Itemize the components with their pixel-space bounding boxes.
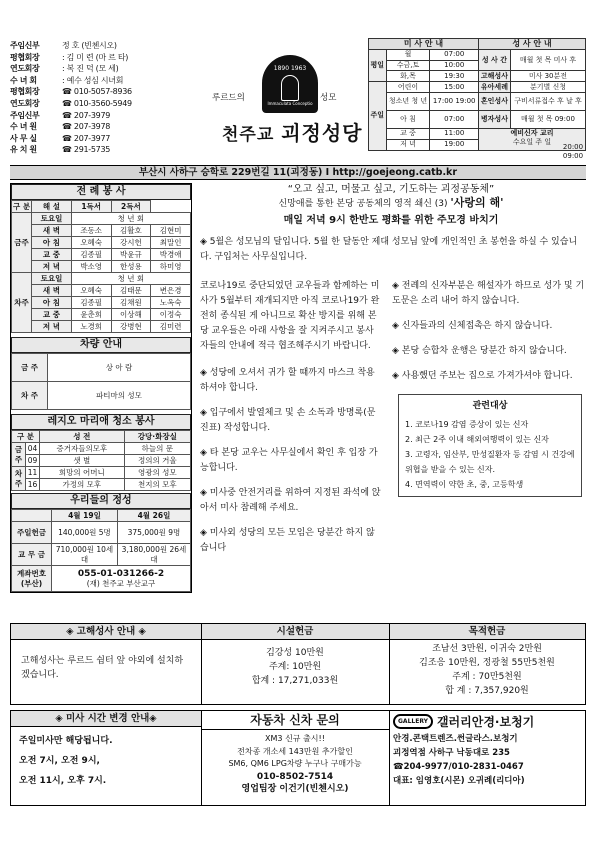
- week-label: 금주: [12, 443, 26, 467]
- praesidium-name: 가정의 모후: [40, 479, 125, 491]
- mass-change-list: [11, 727, 201, 795]
- mass-time: 17:00 19:00: [430, 92, 478, 110]
- account-cell: [52, 566, 191, 592]
- staff-row: [10, 52, 180, 64]
- praesidium-no: 11: [26, 467, 40, 479]
- staff-value: : 예수 성심 시녀회: [62, 75, 124, 85]
- mass-time: 11:00: [430, 128, 478, 139]
- theme-year: '사랑의 해': [450, 196, 504, 209]
- mass-day: 화,목: [386, 71, 430, 82]
- server-name: 김채원: [111, 297, 151, 309]
- server-name: 하미영: [151, 261, 191, 273]
- offering-row-label: 교 무 금: [12, 544, 52, 566]
- week-label: 차주: [12, 273, 32, 333]
- staff-row: [10, 40, 180, 52]
- service-time: 새 벽: [32, 285, 72, 297]
- catechism-days: 수요일 주 일: [512, 137, 552, 146]
- target-box: [398, 394, 582, 497]
- car-week-label: 금 주: [12, 354, 48, 382]
- car-ad: [201, 711, 389, 805]
- mass-time: 07:00: [430, 49, 478, 60]
- opt_lines-line: ☎204-9977/010-2831-0467: [393, 762, 524, 772]
- optical-lines: [393, 732, 581, 788]
- server-name: 박경애: [151, 249, 191, 261]
- mass-change-header: ◈ 미사 시간 변경 안내◈: [11, 711, 201, 727]
- server-name: 강시헌: [111, 237, 151, 249]
- sacrament-name: 병자성사: [478, 110, 510, 128]
- server-name: 김미련: [151, 321, 191, 333]
- logo-years: 1890 1963: [273, 65, 307, 72]
- week-label: 금주: [12, 213, 32, 273]
- theme: [196, 196, 586, 211]
- account-label: 계좌번호 (부산): [12, 566, 52, 592]
- server-name: 노옥숙: [151, 297, 191, 309]
- covid-right-list: [392, 279, 586, 384]
- offering-value: 3,180,000원 26세대: [117, 544, 190, 566]
- praesidium-name: 정의의 거울: [124, 455, 190, 467]
- service-time: 아 침: [32, 237, 72, 249]
- weekday-label: 평일: [369, 49, 387, 81]
- parish-prefix: 천주교: [222, 125, 275, 145]
- server-name: 김종필: [71, 249, 111, 261]
- offering-value: 140,000원 5명: [52, 522, 118, 544]
- mass-time: 10:00: [430, 60, 478, 71]
- mass-day: 어린이: [386, 82, 430, 93]
- optical-name: 갤러리안경·보청기: [436, 715, 535, 729]
- address-bar: 부산시 사하구 승학로 229번길 11(괴정동) I http://goejeong.catb.kr: [10, 165, 586, 180]
- server-name: 강병현: [111, 321, 151, 333]
- mass-day: 아 침: [386, 110, 430, 128]
- covid-rule: ◈ 타 본당 교우는 사무실에서 확인 후 입장 가능합니다.: [200, 448, 378, 473]
- staff-role: 수 녀 회: [10, 75, 37, 85]
- opt_lines-line: 안경.콘택트렌즈.썬글라스.보청기: [393, 734, 518, 744]
- staff-role: 주임신부: [10, 41, 40, 50]
- car-ad-title: 자동차 신차 문의: [201, 711, 389, 730]
- staff-value: 정 호 (빈첸시오): [62, 41, 117, 50]
- parish-title: 괴정성당: [281, 121, 363, 145]
- service-time: 저 녁: [32, 261, 72, 273]
- staff-row: [10, 86, 180, 98]
- mary-statue-icon: [281, 75, 299, 101]
- liturgy-head: 2독서: [111, 201, 151, 213]
- seongmo-label: 성모: [320, 93, 337, 103]
- catechism-label: 예비신자 교리: [510, 128, 554, 137]
- saturday-value: 청 년 회: [71, 273, 190, 285]
- staff-list: [10, 40, 180, 156]
- praesidium-name: 증거자들의모후: [40, 443, 125, 455]
- server-name: 김종필: [71, 297, 111, 309]
- offering-section: [10, 623, 586, 705]
- car-table: [11, 353, 191, 410]
- masschange-line: 주일미사만 해당됩니다.: [19, 736, 113, 746]
- motto: “오고 싶고, 머물고 싶고, 기도하는 괴정공동체”: [287, 184, 495, 195]
- server-name: 김활호: [111, 225, 151, 237]
- masschange-line: 오전 7시, 오전 9시,: [19, 756, 100, 766]
- service-time: 교 중: [32, 309, 72, 321]
- staff-role: 평협회장: [10, 87, 40, 97]
- liturgy-head: 구 분: [13, 201, 31, 211]
- staff-role: 수 녀 원: [10, 122, 37, 132]
- car_lines-line: SM6, QM6 LPG차량 누구나 구매가능: [228, 759, 362, 768]
- server-name: 박윤규: [111, 249, 151, 261]
- account-holder: (재) 천주교 부산교구: [86, 578, 156, 588]
- may-notice: ◈ 5월은 성모님의 달입니다. 5월 한 달동안 제대 성모님 앞에 개인적인 초 봉헌을 하실 수 있습니다. 구입처는 사무실입니다.: [200, 237, 578, 262]
- purpose-line: 김조응 10만원, 정광철 55만5천원: [419, 658, 555, 668]
- car_lines-line: 영업팀장 이건기(빈첸시오): [241, 784, 349, 794]
- server-name: 노경희: [71, 321, 111, 333]
- staff-role: 주임신부: [10, 110, 40, 120]
- staff-role: 사 무 실: [10, 133, 37, 143]
- sacrament-value: 매월 첫 목 09:00: [510, 110, 585, 128]
- account-number: 055-01-031266-2: [77, 568, 165, 579]
- legio-table: [11, 430, 191, 491]
- praesidium-no: 16: [26, 479, 40, 491]
- purpose-header: 목적헌금: [389, 624, 585, 640]
- server-name: 김현미: [151, 225, 191, 237]
- praesidium-no: 09: [26, 455, 40, 467]
- sacrament-value: 미사 30분전: [510, 71, 585, 82]
- lourdes-label: 루르드의: [212, 93, 245, 103]
- confession-header: ◈ 고해성사 안내 ◈: [11, 624, 201, 640]
- target-item: 3. 고령자, 임산부, 만성질환자 등 감염 시 건강에 위협을 받을 수 있는 신자.: [405, 450, 575, 474]
- mass-change: [11, 711, 201, 805]
- car_lines-line: 전차종 개소세 143만원 추가할인: [237, 746, 353, 756]
- staff-value: ☎ 207-3977: [62, 133, 111, 143]
- service-time: 교 중: [32, 249, 72, 261]
- mass-day: 교 중: [386, 128, 430, 139]
- staff-role: 연도회장: [10, 98, 40, 108]
- covid-rule: ◈ 미사외 성당의 모든 모임은 당분간 하지 않습니다: [200, 528, 375, 553]
- car_lines-line: 010-8502-7514: [256, 771, 334, 782]
- sacrament-header: 성 사 안 내: [478, 39, 585, 50]
- mass-day: 수금,토: [386, 60, 430, 71]
- mass-day: 월: [386, 49, 430, 60]
- sacrament-value: 매월 첫 목 미사 후: [510, 49, 585, 71]
- covid-right: [386, 279, 586, 566]
- staff-role: 유 치 원: [10, 145, 37, 155]
- logo-text: Immaculata Conceptio: [267, 101, 313, 106]
- offering-date-2: 4월 26일: [117, 510, 190, 522]
- car-ad-lines: [201, 730, 389, 796]
- legio-head: 강당·화장실: [124, 431, 190, 443]
- legio-head: 구 분: [12, 431, 40, 443]
- purpose-line: 합 계 : 7,357,920원: [445, 686, 529, 696]
- masschange-line: 오전 11시, 오후 7시.: [19, 776, 107, 786]
- praesidium-no: 04: [26, 443, 40, 455]
- covid-rule: 코로나19로 중단되었던 교우들과 함께하는 미사가 5월부터 재개되지만 아직 코로나19가 완전히 종식된 게 아니므로 확산 방지를 위해 본당 교우들은 아래 사항을 잘 지켜주시고 봉사자들의 안내에 적극 협조해주시기 바랍니다.: [200, 281, 380, 351]
- staff-row: [10, 121, 180, 133]
- liturgy-head: 1독서: [71, 201, 111, 213]
- target-item: 1. 코로나19 감염 증상이 있는 신자: [405, 420, 529, 429]
- gallery-logo: GALLERY: [393, 714, 433, 729]
- server-name: 윤춘희: [71, 309, 111, 321]
- ads-section: [10, 710, 586, 806]
- facility-line: 주계: 10만원: [268, 662, 322, 672]
- confession-text: 고해성사는 루르드 쉼터 앞 야외에 설치하겠습니다.: [21, 656, 184, 680]
- mass-day: 저 녁: [386, 139, 430, 150]
- staff-role: 연도회장: [10, 64, 40, 74]
- offering-title: 우리들의 정성: [11, 493, 191, 509]
- liturgy-head: 해 설: [32, 201, 72, 213]
- center-column: [196, 183, 586, 566]
- covid-rule: ◈ 전례의 신자부분은 해설자가 하므로 성가 및 기도문은 소리 내어 하지 않습니다.: [392, 281, 585, 306]
- purpose-list: [389, 640, 585, 698]
- car-week-value: 상 아 람: [48, 354, 191, 382]
- server-name: 김태문: [111, 285, 151, 297]
- staff-value: ☎ 207-3979: [62, 110, 111, 120]
- car-title: 차량 안내: [11, 337, 191, 353]
- target-item: 4. 면역력이 약한 초, 중, 고등학생: [405, 480, 524, 489]
- offering-row-label: 주일헌금: [12, 522, 52, 544]
- server-name: 오혜숙: [71, 237, 111, 249]
- opt_lines-line: 대표: 임영호(시몬) 오귀례(리디아): [393, 776, 525, 786]
- opt_lines-line: 괴정역점 사하구 낙동대로 235: [393, 748, 510, 758]
- staff-value: : 김 미 련 (마 르 타): [62, 52, 129, 62]
- covid-rule: ◈ 신자들과의 신체접촉은 하지 않습니다.: [392, 321, 553, 331]
- sacrament-name: 성 사 간: [478, 49, 510, 71]
- mass-table: [368, 38, 586, 151]
- saturday-label: 토요일: [32, 213, 72, 225]
- sacrament-name: 혼인성사: [478, 92, 510, 110]
- catechism-times: 20:00 09:00: [562, 143, 584, 160]
- praesidium-name: 샛 별: [40, 455, 125, 467]
- sacrament-name: 고해성사: [478, 71, 510, 82]
- covid-left: [196, 279, 386, 566]
- sunday-label: 주일: [369, 82, 387, 150]
- left-column: [10, 183, 192, 593]
- server-name: 오혜숙: [71, 285, 111, 297]
- staff-row: [10, 75, 180, 87]
- covid-rule: ◈ 본당 승합차 운행은 당분간 하지 않습니다.: [392, 346, 567, 356]
- staff-value: ☎ 010-5057-8936: [62, 87, 132, 97]
- staff-value: ☎ 010-3560-5949: [62, 98, 132, 108]
- mass-time: 19:30: [430, 71, 478, 82]
- server-name: 한성용: [111, 261, 151, 273]
- facility-list: [201, 640, 389, 698]
- saturday-value: 청 년 회: [71, 213, 190, 225]
- liturgy-table: [11, 200, 191, 333]
- covid-rule: ◈ 성당에 오셔서 귀가 할 때까지 마스크 착용하셔야 합니다.: [200, 368, 375, 393]
- mass-time: 19:00: [430, 139, 478, 150]
- mass-time: 15:00: [430, 82, 478, 93]
- staff-row: [10, 63, 180, 75]
- car-next-value: 파티마의 성모: [48, 382, 191, 410]
- server-name: 최말인: [151, 237, 191, 249]
- service-time: 새 벽: [32, 225, 72, 237]
- mass-time: 07:00: [430, 110, 478, 128]
- staff-value: ☎ 207-3978: [62, 122, 111, 132]
- sacrament-value: 분기별 신청: [510, 82, 585, 93]
- service-time: 저 녁: [32, 321, 72, 333]
- car-next-label: 차 주: [12, 382, 48, 410]
- covid-rule: ◈ 입구에서 발열체크 및 손 소독과 방명록(문진표) 작성합니다.: [200, 408, 376, 433]
- staff-row: [10, 110, 180, 122]
- legio-head: 성 전: [40, 431, 125, 443]
- purpose-line: 주계 : 70만5천원: [452, 672, 522, 682]
- server-name: 조동소: [71, 225, 111, 237]
- praesidium-name: 희망의 어머니: [40, 467, 125, 479]
- offering-value: 710,000원 10세대: [52, 544, 118, 566]
- mass-day: 청소년 청 년: [386, 92, 430, 110]
- facility-line: 합계 : 17,271,033원: [251, 676, 339, 686]
- server-name: 이상해: [111, 309, 151, 321]
- theme-text: 신망애를 통한 본당 공동체의 영적 쇄신 (3): [278, 199, 448, 209]
- staff-row: [10, 133, 180, 145]
- target-title: 관련대상: [472, 401, 508, 411]
- liturgy-title: 전 례 봉 사: [11, 184, 191, 200]
- praesidium-name: 하늘의 문: [124, 443, 190, 455]
- week-label: 차주: [12, 467, 26, 491]
- staff-row: [10, 98, 180, 110]
- server-name: 변은경: [151, 285, 191, 297]
- target-list: [405, 417, 575, 492]
- praesidium-name: 영광의 성모: [124, 467, 190, 479]
- staff-value: ☎ 291-5735: [62, 145, 111, 155]
- target-item: 2. 최근 2주 이내 해외여행력이 있는 신자: [405, 435, 549, 444]
- sacrament-name: 유아세례: [478, 82, 510, 93]
- sacrament-value: 구비서류접수 후 날 후: [510, 92, 585, 110]
- covid-rule: ◈ 사용했던 주보는 집으로 가져가셔야 합니다.: [392, 371, 573, 381]
- server-name: 이정숙: [151, 309, 191, 321]
- car_lines-line: XM3 신규 출시!!: [265, 734, 325, 743]
- staff-value: : 복 진 덕 (모 세): [62, 64, 119, 74]
- facility-line: 김강성 10만원: [266, 648, 324, 658]
- server-name: 박소영: [71, 261, 111, 273]
- offering-date-1: 4월 19일: [52, 510, 118, 522]
- offering-value: 375,000원 9명: [117, 522, 190, 544]
- legio-title: 레지오 마리애 청소 봉사: [11, 414, 191, 430]
- covid-rule: ◈ 미사중 안전거리를 위하여 지정된 좌석에 앉아서 미사 참례해 주세요.: [200, 488, 381, 513]
- facility-header: 시설헌금: [201, 624, 389, 640]
- service-time: 아 침: [32, 297, 72, 309]
- staff-row: [10, 144, 180, 156]
- offering-blank: [12, 510, 52, 522]
- optical-ad: [389, 711, 585, 805]
- church-logo: [262, 55, 318, 113]
- prayer-notice: 매일 저녁 9시 한반도 평화를 위한 주모경 바치기: [283, 215, 499, 226]
- saturday-label: 토요일: [32, 273, 72, 285]
- mass-header: 미 사 안 내: [369, 39, 479, 50]
- staff-role: 평협회장: [10, 52, 40, 62]
- offering-table: [11, 509, 191, 592]
- purpose-line: 조남선 3만원, 이귀숙 2만원: [432, 644, 542, 654]
- praesidium-name: 천지의 모후: [124, 479, 190, 491]
- parish-name: [222, 117, 362, 146]
